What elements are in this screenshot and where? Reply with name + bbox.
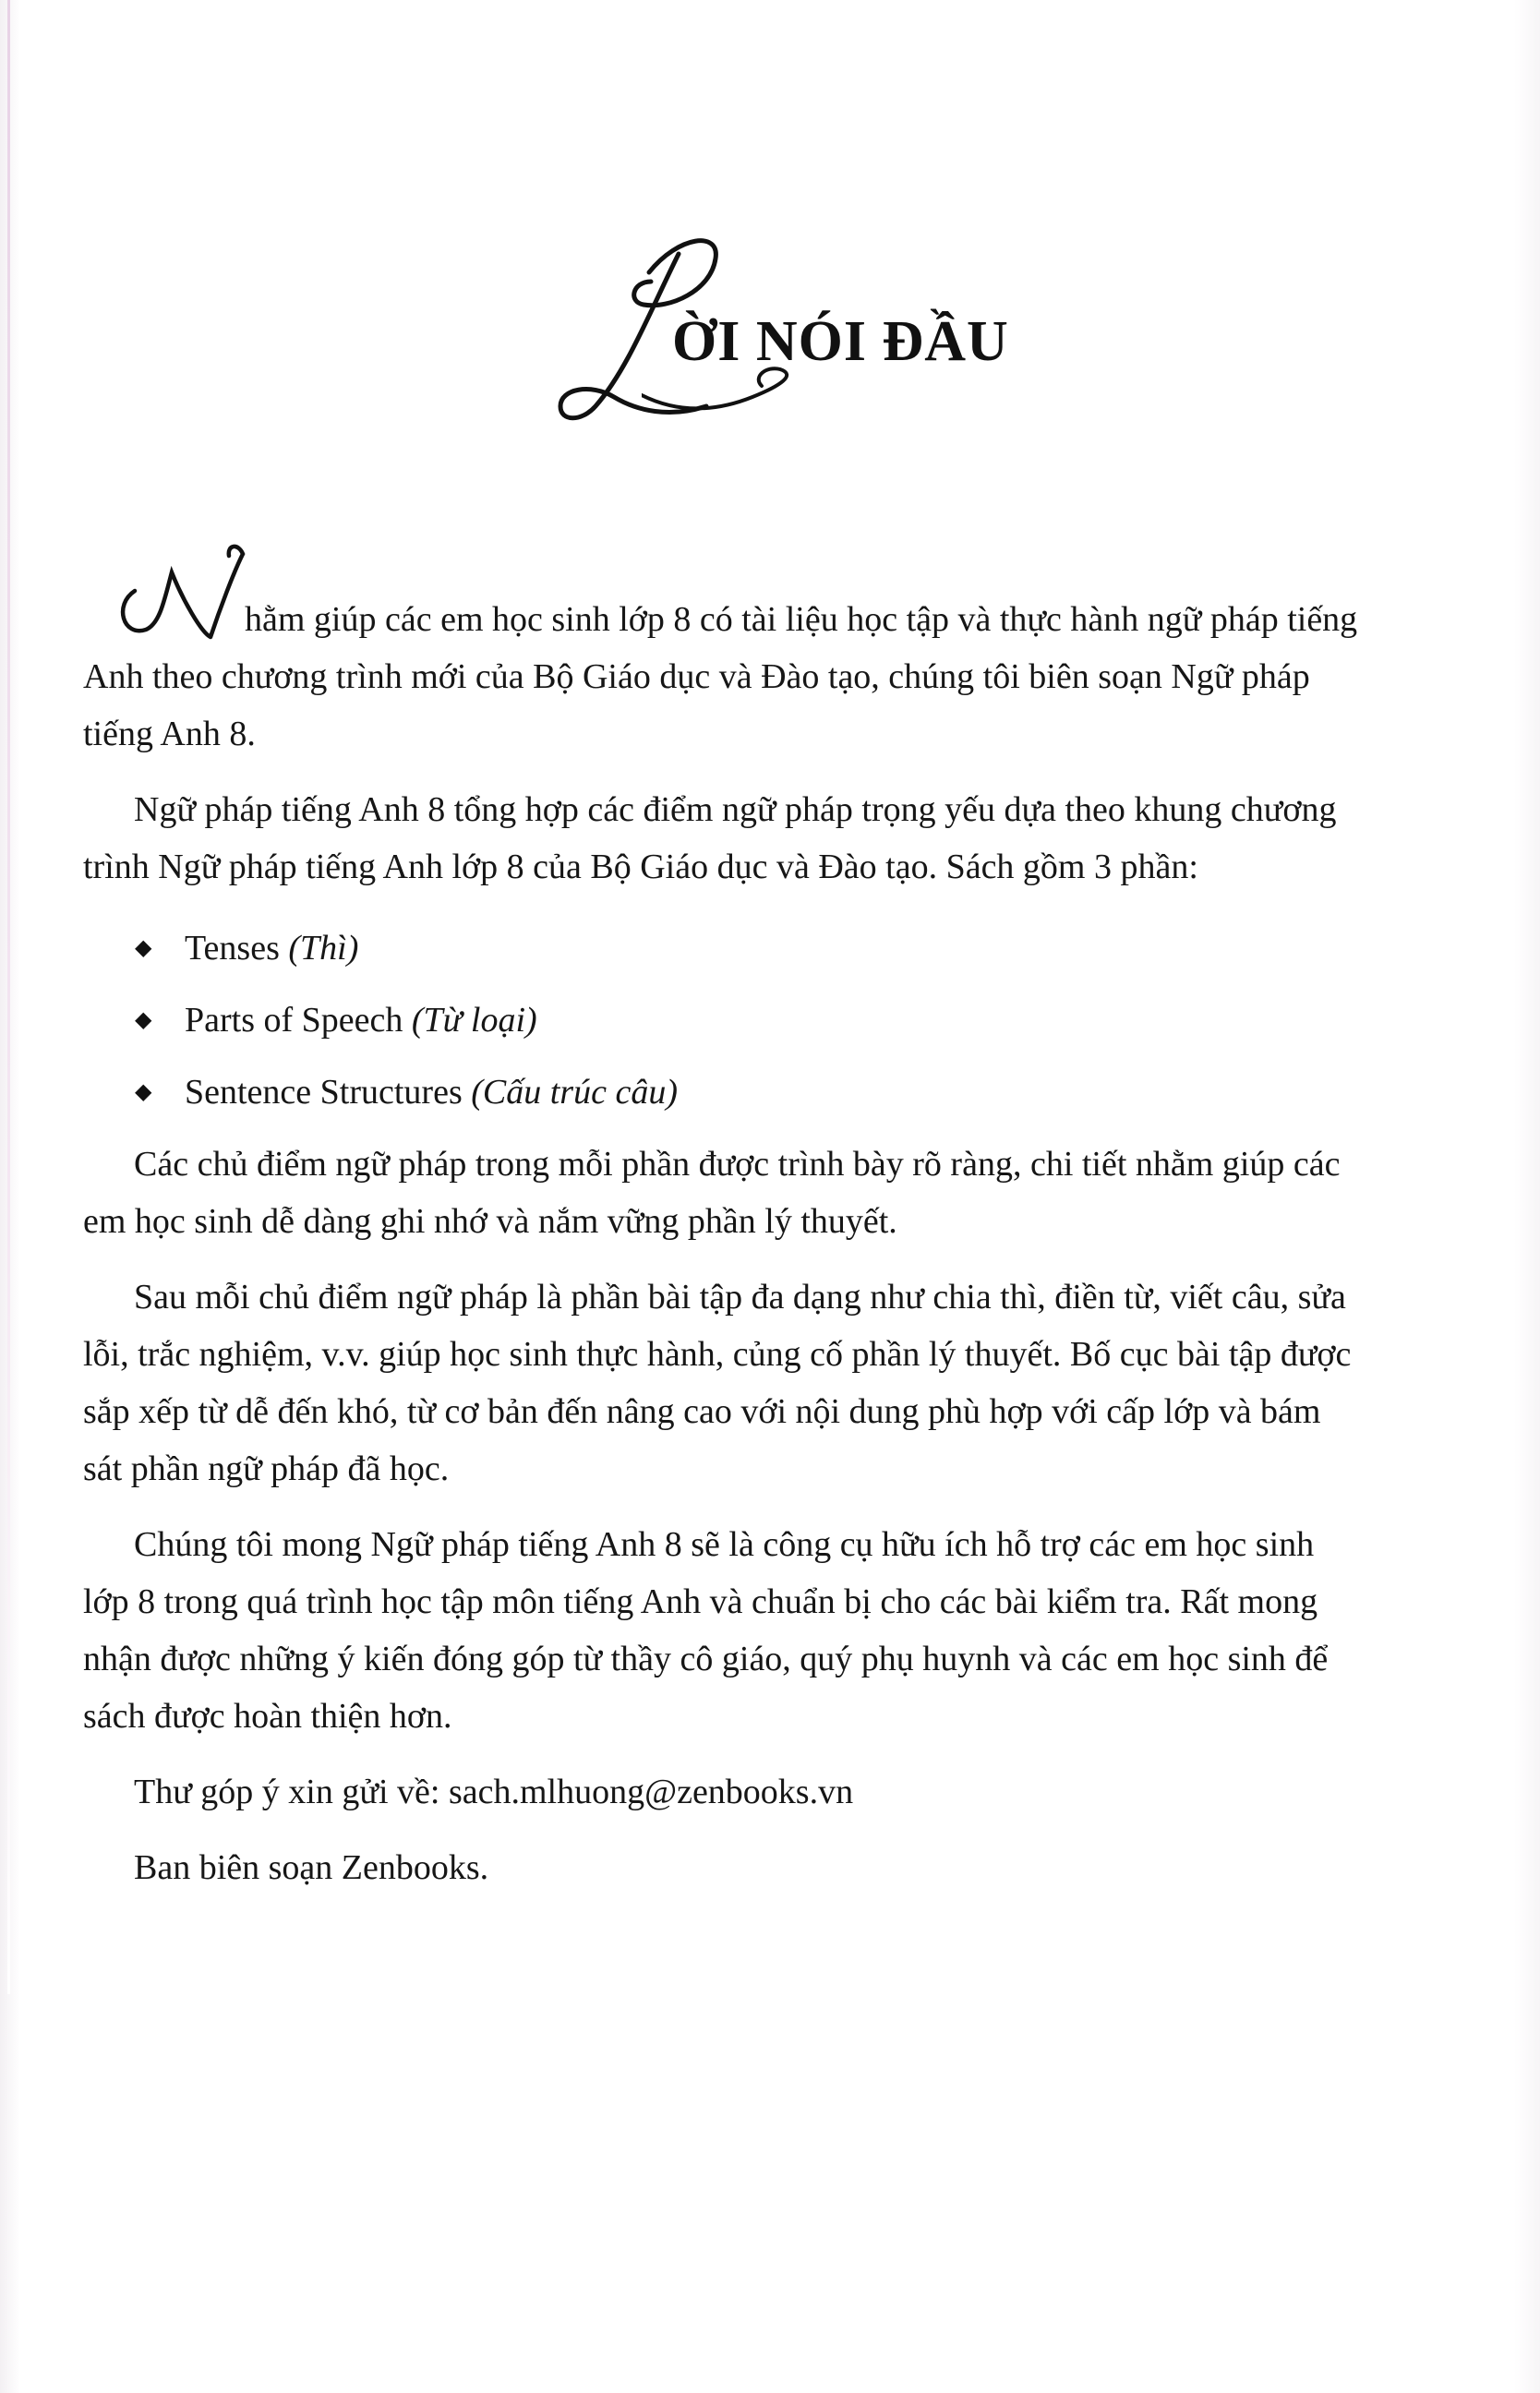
closing-line-3: nhận được những ý kiến đóng góp từ thầy cô giáo, quý phụ huynh và các em học sinh để xyxy=(83,1640,1329,1678)
page-edge-shadow xyxy=(7,0,10,1994)
page-title xyxy=(540,208,1020,448)
summary-paragraph xyxy=(83,781,1440,896)
signature-line: Ban biên soạn Zenbooks. xyxy=(134,1848,489,1887)
part-name: Parts of Speech xyxy=(185,1001,403,1040)
closing-line-2: lớp 8 trong quá trình học tập môn tiếng Anh và chuẩn bị cho các bài kiểm tra. Rất mong xyxy=(83,1582,1318,1621)
part-translation: (Thì) xyxy=(288,929,359,968)
closing-line-4: sách được hoàn thiện hơn. xyxy=(83,1697,452,1736)
preface-body xyxy=(81,535,1440,1896)
title-flourish xyxy=(642,358,808,414)
list-item xyxy=(83,912,1440,984)
list-item xyxy=(83,1056,1440,1128)
closing-line-1: Chúng tôi mong Ngữ pháp tiếng Anh 8 sẽ là công cụ hữu ích hỗ trợ các em học sinh xyxy=(134,1525,1315,1564)
part-name: Tenses xyxy=(185,929,280,968)
diamond-bullet-icon: ◆ xyxy=(135,1080,152,1104)
list-item xyxy=(83,984,1440,1056)
exercises-line-1: Sau mỗi chủ điểm ngữ pháp là phần bài tập đa dạng như chia thì, điền từ, viết câu, sửa xyxy=(134,1278,1346,1317)
dropcap-ornamental-n xyxy=(81,535,247,665)
exercises-line-2: lỗi, trắc nghiệm, v.v. giúp học sinh thực hành, củng cố phần lý thuyết. Bố cục bài tập được xyxy=(83,1335,1352,1374)
summary-line-2: trình Ngữ pháp tiếng Anh lớp 8 của Bộ Giáo dục và Đào tạo. Sách gồm 3 phần: xyxy=(83,848,1198,886)
dropcap-text: N xyxy=(81,535,82,536)
exercises-line-4: sát phần ngữ pháp đã học. xyxy=(83,1449,450,1488)
part-translation: (Cấu trúc câu) xyxy=(471,1073,678,1112)
diamond-bullet-icon: ◆ xyxy=(135,936,152,960)
detail-line-1: Các chủ điểm ngữ pháp trong mỗi phần được trình bày rõ ràng, chi tiết nhằm giúp các xyxy=(134,1145,1341,1184)
part-translation: (Từ loại) xyxy=(411,1001,537,1040)
title-initial-text: L xyxy=(540,208,541,209)
intro-line-3: tiếng Anh 8. xyxy=(83,715,256,753)
intro-line-2: Anh theo chương trình mới của Bộ Giáo dục và Đào tạo, chúng tôi biên soạn Ngữ pháp xyxy=(83,657,1310,696)
detail-paragraph xyxy=(83,1136,1440,1250)
diamond-bullet-icon: ◆ xyxy=(135,1008,152,1032)
intro-paragraph xyxy=(81,535,1440,763)
summary-line-1: Ngữ pháp tiếng Anh 8 tổng hợp các điểm ngữ pháp trọng yếu dựa theo khung chương xyxy=(134,790,1337,829)
closing-paragraph xyxy=(83,1516,1440,1745)
exercises-paragraph xyxy=(83,1269,1440,1497)
contact-line: Thư góp ý xin gửi về: sach.mlhuong@zenbooks.vn xyxy=(134,1773,854,1811)
intro-line-1: hằm giúp các em học sinh lớp 8 có tài liệu học tập và thực hành ngữ pháp tiếng xyxy=(245,600,1358,639)
parts-list xyxy=(83,912,1440,1128)
title-text: ỜI NÓI ĐẦU xyxy=(672,310,1009,373)
part-name: Sentence Structures xyxy=(185,1073,463,1112)
detail-line-2: em học sinh dễ dàng ghi nhớ và nắm vững phần lý thuyết. xyxy=(83,1202,897,1241)
exercises-line-3: sắp xếp từ dễ đến khó, từ cơ bản đến nâng cao với nội dung phù hợp với cấp lớp và bám xyxy=(83,1392,1321,1431)
